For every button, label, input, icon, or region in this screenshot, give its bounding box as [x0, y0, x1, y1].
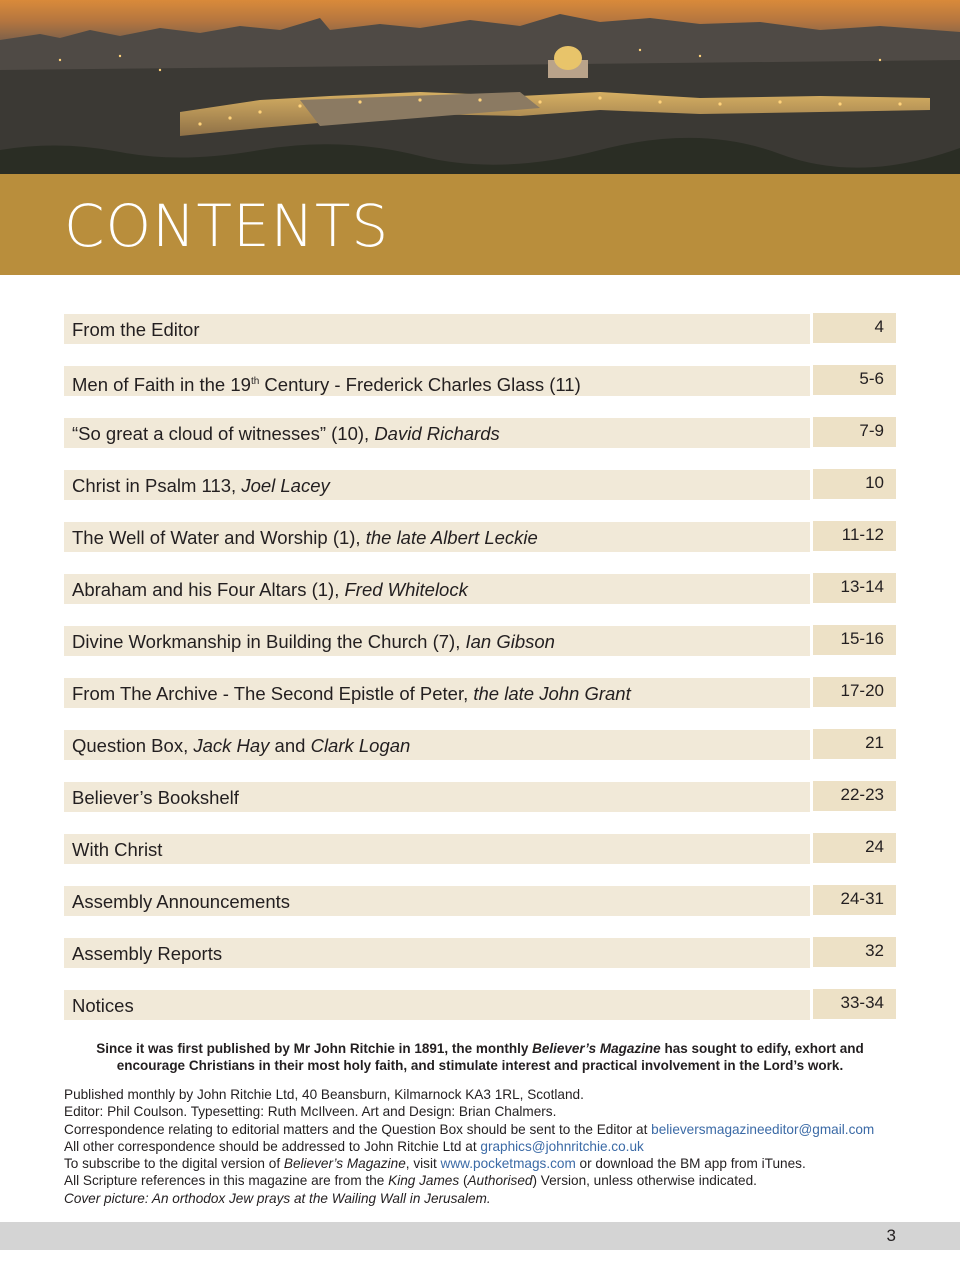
toc-entry[interactable]: [64, 521, 896, 553]
toc-page-number: 24: [865, 837, 884, 856]
imprint-subscribe: To subscribe to the digital version of Believer’s Magazine, visit www.pocketmags.com or download the BM app from iTunes.: [64, 1156, 806, 1172]
jerusalem-skyline-image: [0, 0, 960, 174]
mission-statement: Since it was first published by Mr John Ritchie in 1891, the monthly Believer’s Magazine has sought to edify, exhort and encourage Christians in their most holy faith, and stimulate interest and practical involvement in the Lord’s work.: [96, 1041, 864, 1073]
toc-author: Clark Logan: [310, 735, 411, 756]
toc-page-number: 15-16: [840, 629, 884, 648]
toc-page-number: 10: [865, 473, 884, 492]
toc-page-number: 17-20: [840, 681, 884, 700]
imprint-publisher: Published monthly by John Ritchie Ltd, 40 Beansburn, Kilmarnock KA3 1RL, Scotland.: [64, 1087, 584, 1102]
toc-author: Jack Hay: [193, 735, 270, 756]
toc-title: The Well of Water and Worship (1), the late Albert Leckie: [72, 527, 538, 548]
toc-entry[interactable]: [64, 313, 896, 345]
toc-entry[interactable]: [64, 417, 896, 449]
toc-page-number: 5-6: [859, 369, 884, 388]
toc-title: Believer’s Bookshelf: [72, 787, 239, 808]
toc-author: the late John Grant: [473, 683, 631, 704]
toc-title: Assembly Reports: [72, 943, 223, 964]
toc-title: With Christ: [72, 839, 163, 860]
toc-page-number: 11-12: [841, 525, 884, 544]
toc-entry[interactable]: [64, 625, 896, 657]
toc-title-cell: [64, 990, 810, 1020]
toc-author: Fred Whitelock: [344, 579, 468, 600]
toc-page-number: 33-34: [840, 993, 884, 1012]
toc-page-number: 22-23: [840, 785, 884, 804]
toc-author: David Richards: [374, 423, 500, 444]
toc-author: the late Albert Leckie: [365, 527, 538, 548]
imprint-staff: Editor: Phil Coulson. Typesetting: Ruth McIlveen. Art and Design: Brian Chalmers.: [64, 1104, 557, 1120]
toc-page-number: 4: [874, 317, 884, 336]
toc-page-number: 13-14: [840, 577, 884, 596]
table-of-contents: [64, 313, 896, 1041]
page-footer: [0, 1222, 960, 1250]
editor-email-link[interactable]: believersmagazineeditor@gmail.com: [651, 1121, 875, 1137]
toc-page-number: 7-9: [859, 421, 884, 440]
contents-banner: [0, 174, 960, 275]
pocketmags-link[interactable]: www.pocketmags.com: [440, 1156, 576, 1172]
toc-entry[interactable]: [64, 781, 896, 813]
toc-title: From The Archive - The Second Epistle of Peter, the late John Grant: [72, 683, 631, 704]
toc-author: Ian Gibson: [465, 631, 555, 652]
toc-author: Joel Lacey: [241, 475, 330, 496]
toc-entry[interactable]: [64, 469, 896, 501]
toc-title-cell: [64, 834, 810, 864]
toc-title: Men of Faith in the 19th Century - Frederick Charles Glass (11): [72, 374, 581, 396]
toc-title: Christ in Psalm 113, Joel Lacey: [72, 475, 330, 496]
toc-entry[interactable]: [64, 833, 896, 865]
toc-entry[interactable]: [64, 989, 896, 1021]
toc-title: Question Box, Jack Hay and Clark Logan: [72, 735, 411, 756]
toc-page-number: 24-31: [840, 889, 884, 908]
toc-page-number: 21: [865, 733, 884, 752]
page-title: CONTENTS: [64, 192, 390, 260]
toc-title: “So great a cloud of witnesses” (10), David Richards: [72, 423, 500, 444]
toc-title: Divine Workmanship in Building the Church (7), Ian Gibson: [72, 631, 555, 652]
imprint-scripture: All Scripture references in this magazine are from the King James (Authorised) Version, unless otherwise indicated.: [64, 1173, 757, 1189]
toc-title: Abraham and his Four Altars (1), Fred Whitelock: [72, 579, 468, 600]
header-photo: [0, 0, 960, 174]
graphics-email-link[interactable]: graphics@johnritchie.co.uk: [480, 1138, 644, 1154]
toc-page-number: 32: [865, 941, 884, 960]
toc-title: From the Editor: [72, 319, 200, 340]
toc-entry[interactable]: [64, 937, 896, 969]
imprint-cover-caption: Cover picture: An orthodox Jew prays at the Wailing Wall in Jerusalem.: [64, 1190, 491, 1206]
publication-imprint: [64, 1086, 914, 1207]
page-number: 3: [886, 1226, 896, 1245]
toc-title: Assembly Announcements: [72, 891, 291, 912]
toc-entry[interactable]: [64, 573, 896, 605]
toc-entry[interactable]: [64, 729, 896, 761]
toc-entry[interactable]: [64, 677, 896, 709]
toc-entry[interactable]: [64, 885, 896, 917]
imprint-general-contact: All other correspondence should be addressed to John Ritchie Ltd at graphics@johnritchie.co.uk: [64, 1138, 644, 1154]
toc-title: Notices: [72, 995, 134, 1016]
toc-entry[interactable]: [64, 365, 896, 397]
imprint-editor-contact: Correspondence relating to editorial matters and the Question Box should be sent to the Editor at believersmagazineeditor@gmail.com: [64, 1121, 875, 1137]
